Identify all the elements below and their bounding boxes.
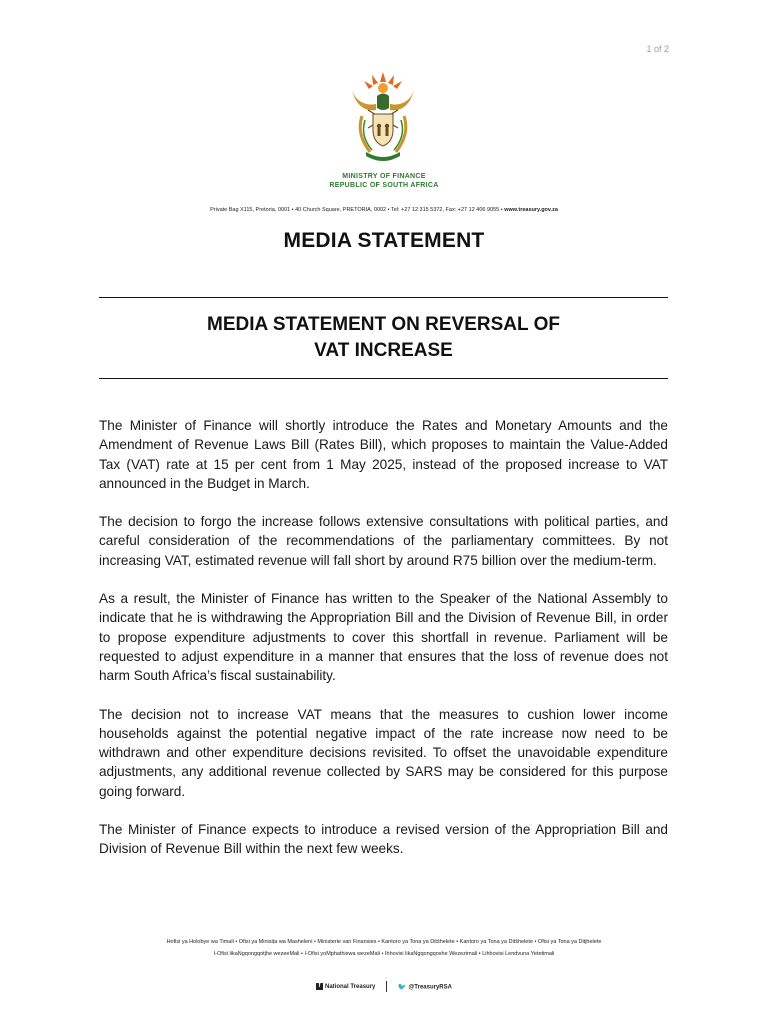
twitter-label: @TreasuryRSA: [408, 984, 452, 991]
statement-body: [99, 416, 668, 878]
translations-line-2: I-Ofisi likaNgqongqotjhe wezeeMali • I-Ofisi yoMphathiswa wezeMali • Ihhovisi likaNgqongqoshe Wezezimali • Lihhovisi Lendvuna Yetetimali: [213, 951, 555, 957]
page-number: 1 of 2: [646, 44, 669, 54]
website-link[interactable]: www.treasury.gov.za: [504, 207, 558, 213]
divider-top: [99, 297, 668, 298]
document-type-title: MEDIA STATEMENT: [283, 229, 485, 252]
ministry-line: MINISTRY OF FINANCE: [342, 173, 426, 180]
divider-bottom: [99, 378, 668, 379]
address-text: Private Bag X115, Pretoria, 0001 • 40 Church Square, PRETORIA, 0002 • Tel: +27 12 315 5372, Fax: +27 12 406 9055 •: [210, 207, 503, 213]
footer-translations: [0, 936, 768, 960]
country-line: REPUBLIC OF SOUTH AFRICA: [329, 182, 439, 189]
facebook-label: National Treasury: [325, 984, 376, 991]
paragraph-4: The decision not to increase VAT means that the measures to cushion lower income households against the potential negative impact of the rate increase now need to be withdrawn and other expenditure decisions revisited. To offset the unavoidable expenditure adjustments, any additional revenue collected by SARS may be considered for this purpose going forward.: [99, 706, 668, 799]
twitter-link[interactable]: [398, 983, 452, 991]
twitter-icon: 🐦: [397, 983, 407, 991]
translations-line-1: Hofisi ya Holobye wa Timali • Ofisi ya Minisiṭa wa Masheleni • Ministerie van Finansies • Kantoro ya Tona ya Ditšhelete • Kantoro ya Tona ya Ditšhelete • Ofisi ya Tona ya Ditjhelete: [166, 939, 602, 945]
paragraph-1: The Minister of Finance will shortly introduce the Rates and Monetary Amounts and the Amendment of Revenue Laws Bill (Rates Bill), which proposes to maintain the Value-Added Tax (VAT) rate at 15 per cent from 1 May 2025, instead of the proposed increase to VAT announced in the Budget in March.: [99, 418, 668, 491]
paragraph-3: As a result, the Minister of Finance has written to the Speaker of the National Assembly to indicate that he is withdrawing the Appropriation Bill and the Division of Revenue Bill, in order to propose expenditure adjustments to cover this shortfall in revenue. Parliament will be requested to adjust expenditure in a manner that ensures that the loss of revenue does not harm South Africa’s fiscal sustainability.: [99, 591, 668, 684]
address-line: [0, 207, 768, 213]
paragraph-5: The Minister of Finance expects to introduce a revised version of the Appropriation Bill and Division of Revenue Bill within the next few weeks.: [99, 822, 668, 857]
paragraph-2: The decision to forgo the increase follows extensive consultations with political parties, and careful consideration of the recommendations of the parliamentary committees. By not increasing VAT, estimated revenue will fall short by around R75 billion over the medium-term.: [99, 514, 668, 568]
headline-line-2: VAT INCREASE: [314, 340, 453, 361]
headline-line-1: MEDIA STATEMENT ON REVERSAL OF: [207, 314, 560, 335]
facebook-link[interactable]: [316, 983, 375, 990]
social-separator: [386, 981, 387, 992]
facebook-icon: f: [316, 983, 323, 990]
headline: [99, 312, 668, 364]
social-links: [0, 981, 768, 992]
coat-of-arms-icon: [346, 68, 420, 164]
ministry-name: [0, 172, 768, 190]
